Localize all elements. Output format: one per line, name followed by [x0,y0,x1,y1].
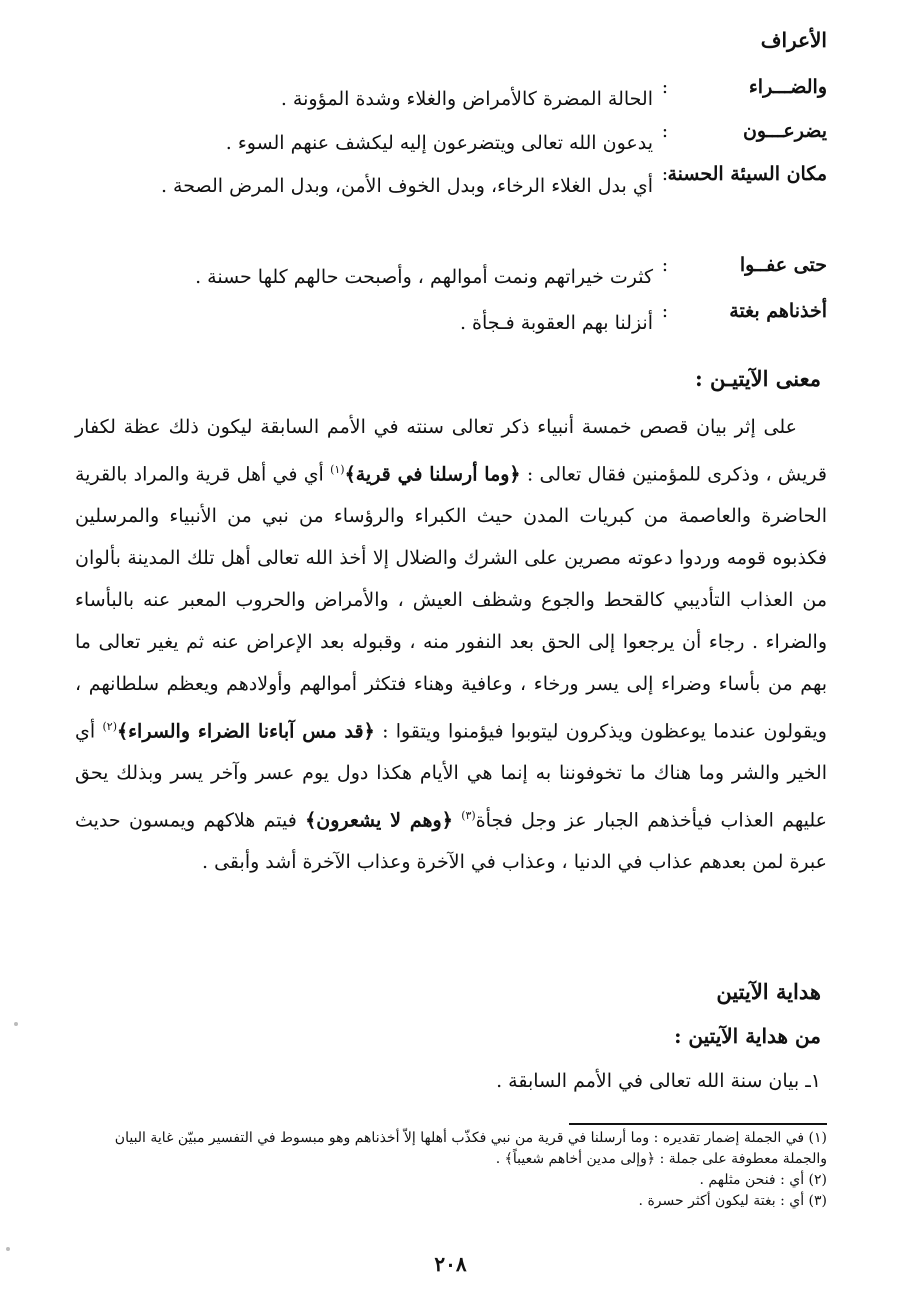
quran-quote: ﴿وهم لا يشعرون﴾ [305,809,453,832]
glossary-term: أخذناهم بغتة [729,300,827,322]
meaning-text: أي الخير والشر وما هناك ما تخوفوننا به إنما هي الأيام هكذا دول يوم عسر وآخر يسر وبذلك يحق عليهم العذاب فيأخذهم الجبار عز وجل فجأة [75,720,828,832]
glossary-colon: : [661,76,669,98]
footnote-marker: (٢) [102,719,117,733]
meaning-text: أي في أهل قرية والمراد بالقرية الحاضرة والعاصمة من كبريات المدن حيث الكبراء والرؤساء من نبي من الأنبياء والمرسلين فكذبوه قومه وردوا دعوته مصرين على الشرك والضلال إلا أخذ الله تعالى أهل تلك المدينة بألوان من العذاب التأديبي كالقحط والجوع وشظف العيش ، والأمراض والحروب المعبر عنه بالبأساء والضراء . رجاء أن يرجعوا إلى الحق بعد النفور منه ، وقبوله بعد الإعراض عنه ثم يغير تعالى ما بهم من بأساء وضراء إلى يسر ورخاء ، وعافية وهناء فتكثر أموالهم وأولادهم ويعظم سلطانهم ، ويقولون عندما يوعظون ويذكرون ليتوبوا فيؤمنوا ويتقوا : [75,463,827,742]
footnote: (٣) أي : بغتة ليكون أكثر حسرة . [638,1193,827,1209]
glossary-entry [65,163,827,209]
glossary-definition: كثرت خيراتهم ونمت أموالهم ، وأصبحت حالهم كلها حسنة . [195,266,653,288]
footnote-marker: (١) [330,462,345,476]
scan-speck [6,1247,10,1251]
glossary-definition: أي بدل الغلاء الرخاء، وبدل الخوف الأمن، وبدل المرض الصحة . [160,175,653,197]
glossary-definition: الحالة المضرة كالأمراض والغلاء وشدة المؤونة . [280,88,653,110]
guidance-heading: هداية الآيتين [716,979,821,1004]
footnote: (٢) أي : فنحن مثلهم . [699,1172,827,1188]
glossary-entry [65,254,827,300]
meaning-text: على إثر بيان قصص خمسة أنبياء ذكر تعالى سنته في الأمم السابقة ليكون ذلك عظة لكفار قريش ، وذكرى للمؤمنين فقال تعالى : [75,416,827,486]
footnote-marker: (٣) [461,808,476,822]
footnote: (١) في الجملة إضمار تقديره : وما أرسلنا في قرية من نبي فكذّب أهلها إلاّ أخذناهم وهو مبسوط في التفسير مبيّن غاية البيان والجملة معطوفة على جملة : ﴿وإلى مدين أخاهم شعيباً﴾ . [114,1130,827,1167]
meaning-text: فيتم هلاكهم ويمسون حديث عبرة لمن بعدهم عذاب في الدنيا ، وعذاب في الآخرة وعذاب الآخرة أشد وأبقى . [75,809,827,874]
meaning-heading: معنى الآيتيـن : [694,366,821,391]
guidance-subheading: من هداية الآيتين : [674,1024,821,1048]
glossary-entry [65,76,827,122]
meaning-paragraph [75,407,827,884]
glossary-colon: : [661,163,669,185]
glossary-term: يضرعـــون [742,120,827,142]
glossary-definition: يدعون الله تعالى ويتضرعون إليه ليكشف عنهم السوء . [225,132,653,154]
footnote-separator [569,1123,827,1125]
running-head: الأعراف [760,28,827,52]
glossary-colon: : [661,254,669,276]
footnotes [75,1128,827,1212]
quran-quote: ﴿قد مس آباءنا الضراء والسراء﴾ [116,720,375,742]
glossary-colon: : [661,120,669,142]
glossary-colon: : [661,300,669,322]
glossary-definition: أنزلنا بهم العقوبة فـجأة . [459,312,653,334]
glossary-entry [65,300,827,346]
page-number: ٢٠٨ [434,1252,467,1276]
meaning-body [75,407,827,884]
glossary-term: مكان السيئة الحسنة [667,163,827,185]
scan-speck [14,1022,18,1026]
glossary-term: حتى عفــوا [739,254,827,276]
guidance-item: ١ـ بيان سنة الله تعالى في الأمم السابقة . [496,1070,821,1092]
quran-quote: ﴿وما أرسلنا في قرية﴾ [344,463,521,486]
glossary-entry [65,120,827,166]
glossary-term: والضـــراء [748,76,827,98]
